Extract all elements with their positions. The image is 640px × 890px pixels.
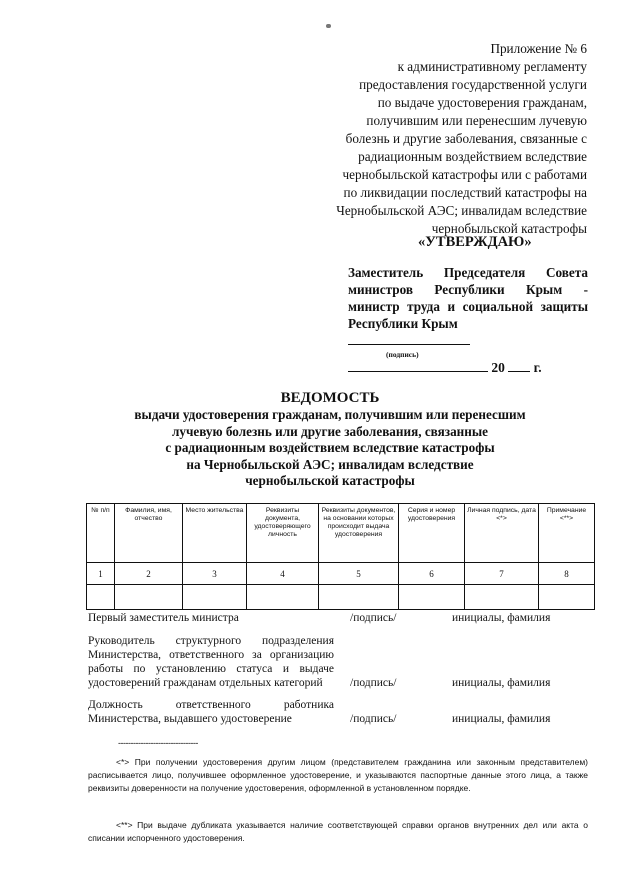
empty-cell	[399, 585, 465, 610]
footnote-1: <*> При получении удостоверения другим лицом (представителем гражданина или законным представителем) расписывается лицо, получившее оформленное удостоверение, и указываются паспортные данные этого лица, а также реквизиты доверенности на получение удостоверения, оформленной в установленном порядке.	[88, 757, 588, 793]
number-cell: 6	[399, 563, 465, 585]
table-number-row	[87, 563, 595, 585]
signature-placeholder: /подпись/	[350, 713, 397, 725]
register-table	[86, 503, 595, 610]
signature-placeholder: /подпись/	[350, 677, 397, 689]
appendix-line: Приложение № 6	[490, 41, 587, 56]
header-cell: Реквизиты документов, на основании которых происходит выдача удостоверения	[319, 504, 399, 563]
empty-cell	[183, 585, 247, 610]
signatory-name: инициалы, фамилия	[452, 612, 551, 624]
number-cell: 5	[319, 563, 399, 585]
appendix-line: чернобыльской катастрофы или с работами	[342, 167, 587, 182]
empty-cell	[319, 585, 399, 610]
signatory-name: инициалы, фамилия	[452, 713, 551, 725]
table-header-row	[87, 504, 595, 563]
appendix-line: к административному регламенту	[397, 59, 587, 74]
empty-cell	[465, 585, 539, 610]
appendix-line: по ликвидации последствий катастрофы на	[343, 185, 587, 200]
date-year-line	[508, 358, 530, 372]
number-cell: 8	[539, 563, 595, 585]
date-suffix: г.	[533, 360, 542, 375]
signature-placeholder: /подпись/	[350, 612, 397, 624]
subtitle-line: лучевую болезнь или другие заболевания, связанные	[171, 423, 489, 439]
header-cell: Реквизиты документа, удостоверяющего личность	[247, 504, 319, 563]
appendix-line: получившим или перенесшим лучевую	[366, 113, 587, 128]
scan-mark	[326, 24, 331, 28]
number-cell: 2	[115, 563, 183, 585]
footnote-separator: --------------------------------	[118, 738, 198, 748]
header-cell: № п/п	[87, 504, 115, 563]
appendix-line: Чернобыльской АЭС; инвалидам вследствие	[336, 203, 587, 218]
approval-date	[348, 358, 542, 376]
subtitle-line: на Чернобыльской АЭС; инвалидам вследствие	[186, 456, 474, 472]
approver-position: Заместитель Председателя Совета министров Республики Крым - министр труда и социальной защиты Республики Крым	[348, 265, 588, 331]
signatory-position: Должность ответственного работника Министерства, выдавшего удостоверение	[88, 699, 334, 725]
appendix-line: предоставления государственной услуги	[359, 77, 587, 92]
empty-cell	[539, 585, 595, 610]
empty-cell	[115, 585, 183, 610]
approval-title: «УТВЕРЖДАЮ»	[418, 234, 532, 250]
empty-cell	[87, 585, 115, 610]
footnote-2: <**> При выдаче дубликата указывается наличие соответствующей справки органов внутренних дел или акта о списании испорченного удостоверения.	[88, 820, 588, 843]
subtitle-line: выдачи удостоверения гражданам, получившим или перенесшим	[134, 407, 526, 422]
number-cell: 3	[183, 563, 247, 585]
signatory-name: инициалы, фамилия	[452, 677, 551, 689]
header-cell: Примечание <**>	[539, 504, 595, 563]
appendix-header	[267, 40, 587, 238]
header-cell: Личная подпись, дата <*>	[465, 504, 539, 563]
signature-caption: (подпись)	[386, 350, 419, 359]
number-cell: 7	[465, 563, 539, 585]
signatory-position: Первый заместитель министра	[88, 612, 239, 624]
signature-line	[348, 344, 470, 345]
appendix-line: по выдаче удостоверения гражданам,	[377, 95, 587, 110]
appendix-line: болезнь и другие заболевания, связанные с	[345, 131, 587, 146]
table-row	[87, 585, 595, 610]
number-cell: 4	[247, 563, 319, 585]
empty-cell	[247, 585, 319, 610]
date-day-month-line	[348, 358, 488, 372]
header-cell: Фамилия, имя, отчество	[115, 504, 183, 563]
document-title: ВЕДОМОСТЬ	[280, 390, 380, 406]
subtitle-line: чернобыльской катастрофы	[245, 473, 415, 488]
signatory-position: Руководитель структурного подразделения Министерства, ответственного за организацию работы по установлению статуса и выдаче удостоверений гражданам отдельных категорий	[88, 635, 334, 689]
header-cell: Место жительства	[183, 504, 247, 563]
document-subtitle	[90, 407, 570, 490]
appendix-line: чернобыльской катастрофы	[431, 221, 587, 236]
number-cell: 1	[87, 563, 115, 585]
appendix-line: радиационным воздействием вследствие	[358, 149, 587, 164]
header-cell: Серия и номер удостоверения	[399, 504, 465, 563]
subtitle-line: с радиационным воздействием вследствие катастрофы	[165, 440, 495, 455]
date-year: 20	[491, 360, 505, 375]
